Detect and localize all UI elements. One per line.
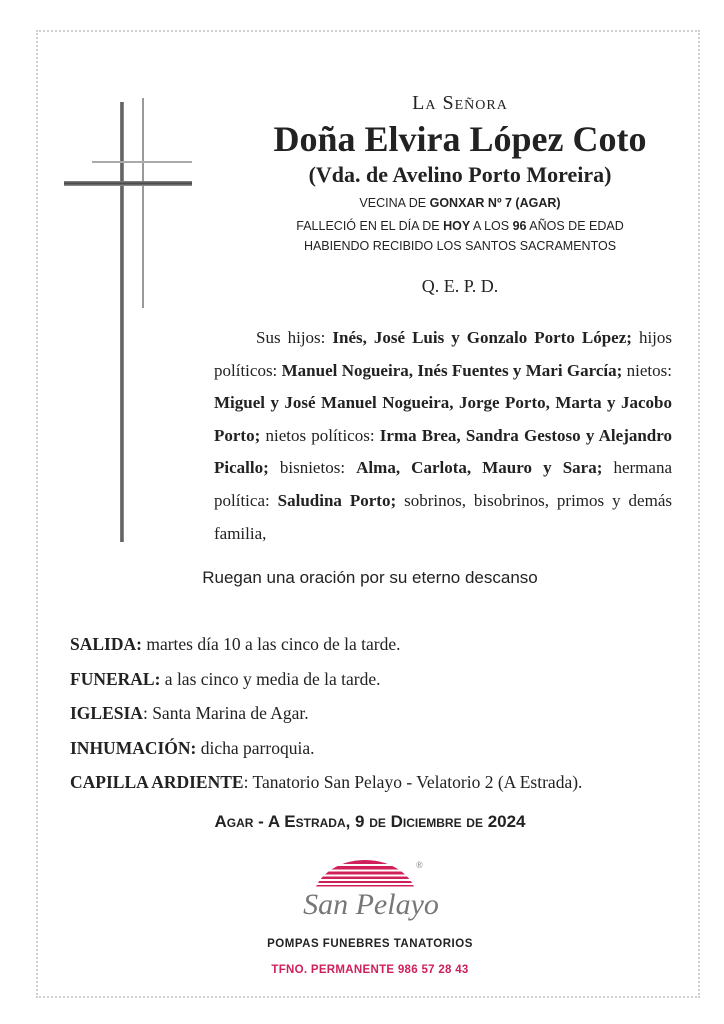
- deceased-name: Doña Elvira López Coto: [273, 119, 647, 159]
- detail-row: [70, 632, 690, 667]
- vecina-prefix: VECINA DE: [359, 196, 430, 210]
- family-names: Saludina Porto;: [277, 490, 397, 510]
- widow-of: (Vda. de Avelino Porto Moreira): [308, 162, 612, 187]
- vecina-line: [240, 196, 680, 210]
- fallecio-hoy: HOY: [443, 219, 471, 233]
- qepd: Q. E. P. D.: [421, 276, 499, 296]
- detail-text: a las cinco y media de la tarde.: [160, 668, 381, 689]
- registered-mark: ®: [416, 860, 423, 870]
- family-names: Miguel y José Manuel Nogueira, Jorge Porto, Marta y Jacobo Porto;: [214, 393, 672, 445]
- detail-text: dicha parroquia.: [196, 737, 315, 758]
- company-tagline: POMPAS FUNEBRES TANATORIOS: [267, 938, 473, 950]
- detail-text: : Santa Marina de Agar.: [142, 703, 309, 723]
- detail-label: FUNERAL:: [70, 668, 161, 689]
- detail-row: [70, 701, 690, 736]
- phone-number: TFNO. PERMANENTE 986 57 28 43: [271, 964, 469, 976]
- family-relation: nietos:: [622, 360, 672, 380]
- vecina-place: GONXAR Nº 7 (AGAR): [429, 196, 561, 210]
- fallecio-mid: A LOS: [470, 219, 513, 233]
- family-names: Alma, Carlota, Mauro y Sara;: [356, 458, 603, 478]
- family-relation: sobrinos, bisobrinos, primos y demás familia,: [214, 490, 672, 543]
- detail-label: IGLESIA: [70, 703, 143, 723]
- family-relation: bisnietos:: [268, 458, 357, 478]
- fallecio-suffix: AÑOS DE EDAD: [526, 219, 624, 233]
- detail-row: [70, 770, 690, 805]
- family-relation: hermana política:: [214, 458, 672, 510]
- family-paragraph: [214, 322, 672, 550]
- detail-text: martes día 10 a las cinco de la tarde.: [141, 634, 401, 654]
- sacramentos-line: HABIENDO RECIBIDO LOS SANTOS SACRAMENTOS: [303, 239, 617, 253]
- fallecio-age: 96: [512, 219, 527, 233]
- fallecio-prefix: FALLECIÓ EN EL DÍA DE: [296, 219, 444, 233]
- prayer-request: Ruegan una oración por su eterno descanso: [202, 568, 538, 587]
- detail-label: SALIDA:: [70, 634, 142, 654]
- detail-row: [70, 736, 690, 771]
- family-relation: Sus hijos:: [256, 328, 333, 347]
- detail-label: CAPILLA ARDIENTE: [70, 772, 244, 792]
- place-and-date: Agar - A Estrada, 9 de Diciembre de 2024: [214, 812, 526, 831]
- detail-text: : Tanatorio San Pelayo - Velatorio 2 (A Estrada).: [243, 772, 583, 792]
- family-names: Manuel Nogueira, Inés Fuentes y Mari García;: [281, 360, 623, 380]
- title-la-senora: La Señora: [412, 92, 508, 114]
- family-relation: hijos políticos:: [214, 328, 673, 380]
- fallecio-line: [240, 219, 680, 233]
- detail-label: INHUMACIÓN:: [70, 737, 197, 758]
- service-details: [70, 632, 690, 805]
- detail-row: [70, 667, 690, 702]
- logo-wordmark: San Pelayo: [303, 888, 439, 921]
- family-names: Irma Brea, Sandra Gestoso y Alejandro Picallo;: [214, 425, 672, 478]
- family-names: Inés, José Luis y Gonzalo Porto López;: [332, 328, 632, 347]
- family-relation: nietos políticos:: [260, 425, 380, 445]
